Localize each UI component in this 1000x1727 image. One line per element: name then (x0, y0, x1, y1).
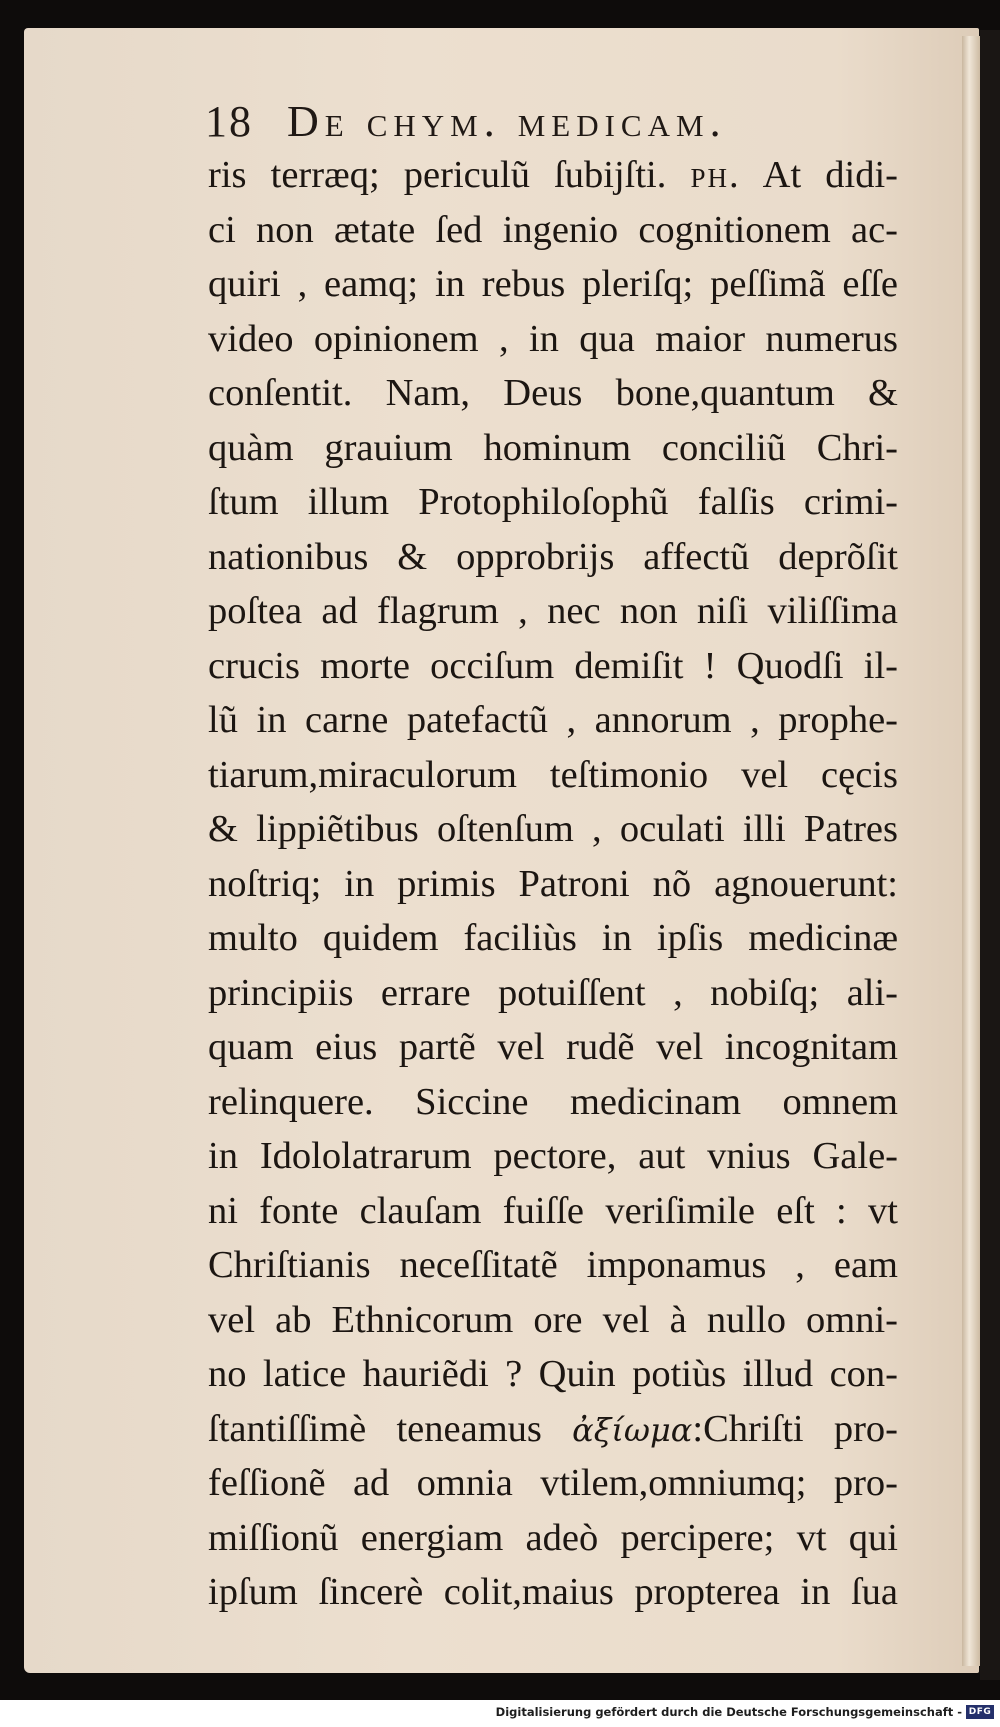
text-segment: ris terræq; periculũ ſubijſti. (208, 154, 691, 196)
text-line: no latice hauriẽdi ? Quin potiùs illud con- (208, 1353, 898, 1395)
text-line: in Idololatrarum pectore, aut vnius Gale- (208, 1135, 898, 1177)
speaker-label: ph. (690, 154, 741, 196)
text-line (208, 148, 898, 203)
text-line: tiarum,miraculorum teſtimonio vel cęcis (208, 753, 898, 796)
text-line: feſſionẽ ad omnia vtilem,omniumq; pro- (208, 1462, 898, 1504)
text-line: & lippiẽtibus oſtenſum , oculati illi Patres (208, 808, 898, 850)
text-line: ci non ætate ſed ingenio cognitionem ac- (208, 208, 898, 251)
dfg-logo: DFG (966, 1705, 994, 1719)
text-line: ipſum ſincerè colit,maius propterea in ſua (208, 1571, 898, 1613)
text-line: multo quidem faciliùs in ipſis medicinæ (208, 917, 898, 959)
text-line: relinquere. Siccine medicinam omnem (208, 1080, 898, 1123)
text-line: nationibus & opprobrijs affectũ deprõſit (208, 535, 898, 578)
text-line: Chriſtianis neceſſitatẽ imponamus , eam (208, 1244, 898, 1286)
text-line: video opinionem , in qua maior numerus (208, 317, 898, 360)
page-edge (962, 36, 980, 1666)
binding-shadow (980, 30, 1000, 1680)
running-head: De chym. medicam. (287, 97, 727, 146)
text-segment: ſtantiſſimè teneamus (208, 1407, 573, 1450)
greek-word: ἀξίωμα (572, 1410, 693, 1449)
text-line: principiis errare potuiſſent , nobiſq; ali- (208, 971, 898, 1014)
text-line: quàm grauium hominum conciliũ Chri- (208, 426, 898, 469)
funding-credit: Digitalisierung gefördert durch die Deutsche Forschungsgemeinschaft - (495, 1705, 962, 1719)
body-text (208, 148, 898, 1620)
text-line: noſtriq; in primis Patroni nõ agnouerunt: (208, 862, 898, 905)
text-line: miſſionũ energiam adeò percipere; vt qui (208, 1516, 898, 1559)
text-line: ni fonte clauſam fuiſſe veriſimile eſt : vt (208, 1189, 898, 1232)
text-segment: :Chriſti pro- (692, 1407, 898, 1450)
text-line: poſtea ad flagrum , nec non niſi viliſſima (208, 590, 898, 632)
text-line (208, 1402, 898, 1457)
text-line: ſtum illum Protophiloſophũ falſis crimi- (208, 481, 898, 523)
page-header (205, 96, 905, 156)
text-line: quiri , eamq; in rebus pleriſq; peſſimã eſſe (208, 263, 898, 305)
text-line: lũ in carne patefactũ , annorum , prophe- (208, 699, 898, 741)
text-line: crucis morte occiſum demiſit ! Quodſi il- (208, 644, 898, 687)
text-line: vel ab Ethnicorum ore vel à nullo omni- (208, 1298, 898, 1341)
text-line: conſentit. Nam, Deus bone,quantum & (208, 372, 898, 414)
text-line: quam eius partẽ vel rudẽ vel incognitam (208, 1026, 898, 1068)
page-number: 18 (205, 97, 253, 146)
text-segment: At didi- (740, 154, 899, 196)
